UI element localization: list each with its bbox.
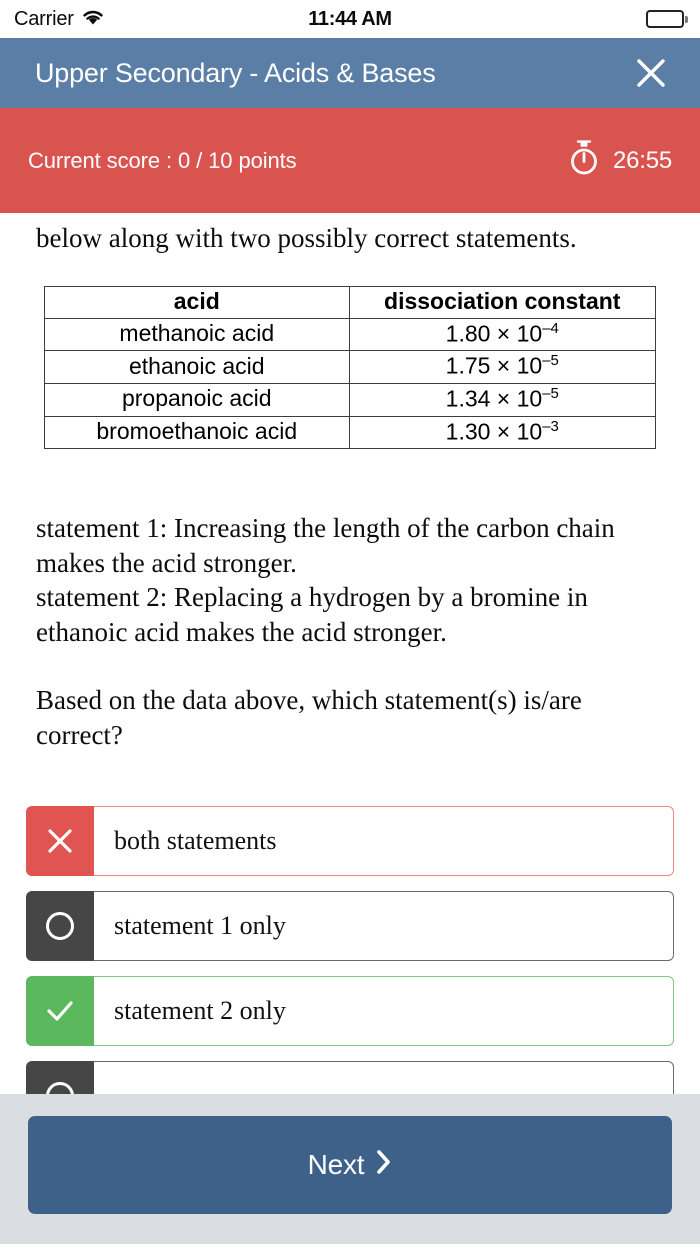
timer-group xyxy=(567,140,672,181)
answer-option-label-box xyxy=(94,806,674,876)
quiz-header xyxy=(0,38,700,108)
status-bar-right xyxy=(646,10,688,28)
statement-2: statement 2: Replacing a hydrogen by a bromine in ethanoic acid makes the acid stronger. xyxy=(36,582,588,647)
stopwatch-icon xyxy=(567,140,601,181)
next-button-label: Next xyxy=(307,1149,365,1180)
statements-block xyxy=(0,449,700,752)
table-cell-acid: ethanoic acid xyxy=(45,351,350,384)
score-bar xyxy=(0,108,700,213)
carrier-label: Carrier xyxy=(14,7,74,30)
current-score-label: Current score : 0 / 10 points xyxy=(28,147,297,173)
circle-icon xyxy=(26,891,94,961)
answer-option-partially-visible[interactable] xyxy=(26,1061,674,1094)
table-cell-constant: $1.34 \times 10^{-5}$ xyxy=(349,383,655,416)
answer-option-statement-1-only[interactable] xyxy=(26,891,674,961)
close-icon[interactable] xyxy=(630,52,672,94)
dissociation-constant-table-wrap xyxy=(0,256,700,450)
answer-option-statement-2-only[interactable] xyxy=(26,976,674,1046)
statement-1: statement 1: Increasing the length of the carbon chain makes the acid stronger. xyxy=(36,513,615,578)
table-cell-constant: $1.80 \times 10^{-4}$ xyxy=(349,318,655,351)
table-row xyxy=(45,383,656,416)
question-prompt: Based on the data above, which statement(s) is/are correct? xyxy=(36,685,582,750)
battery-full-icon xyxy=(646,10,684,28)
table-cell-acid: methanoic acid xyxy=(45,318,350,351)
paragraph-spacer xyxy=(36,649,664,683)
answer-options-list xyxy=(0,752,700,1094)
check-icon xyxy=(26,976,94,1046)
answer-option-label: statement 1 only xyxy=(114,911,286,941)
table-header-row xyxy=(45,286,656,318)
answer-option-label-box xyxy=(94,1061,674,1094)
table-cell-acid: propanoic acid xyxy=(45,383,350,416)
answer-option-label: statement 2 only xyxy=(114,996,286,1026)
cross-icon xyxy=(26,806,94,876)
answer-option-both-statements[interactable] xyxy=(26,806,674,876)
table-row xyxy=(45,318,656,351)
table-cell-constant: $1.75 \times 10^{-5}$ xyxy=(349,351,655,384)
answer-option-label-box xyxy=(94,891,674,961)
table-header-constant: dissociation constant xyxy=(349,286,655,318)
next-button[interactable] xyxy=(28,1116,672,1214)
status-bar xyxy=(0,0,700,38)
answer-option-label-box xyxy=(94,976,674,1046)
table-row xyxy=(45,351,656,384)
status-bar-clock: 11:44 AM xyxy=(308,7,392,30)
answer-option-label: both statements xyxy=(114,826,277,856)
table-cell-acid: bromoethanoic acid xyxy=(45,416,350,449)
chevron-right-icon xyxy=(376,1149,392,1182)
table-row xyxy=(45,416,656,449)
timer-value: 26:55 xyxy=(612,146,672,174)
page-title: Upper Secondary - Acids & Bases xyxy=(35,57,436,88)
question-scroll-area[interactable] xyxy=(0,213,700,1094)
question-intro: below along with two possibly correct statements. xyxy=(36,223,577,253)
table-cell-constant: $1.30 \times 10^{-3}$ xyxy=(349,416,655,449)
dissociation-constant-table xyxy=(44,286,656,450)
table-header-acid: acid xyxy=(45,286,350,318)
footer-bar xyxy=(0,1094,700,1244)
battery-nub xyxy=(685,16,688,23)
circle-icon xyxy=(26,1061,94,1094)
